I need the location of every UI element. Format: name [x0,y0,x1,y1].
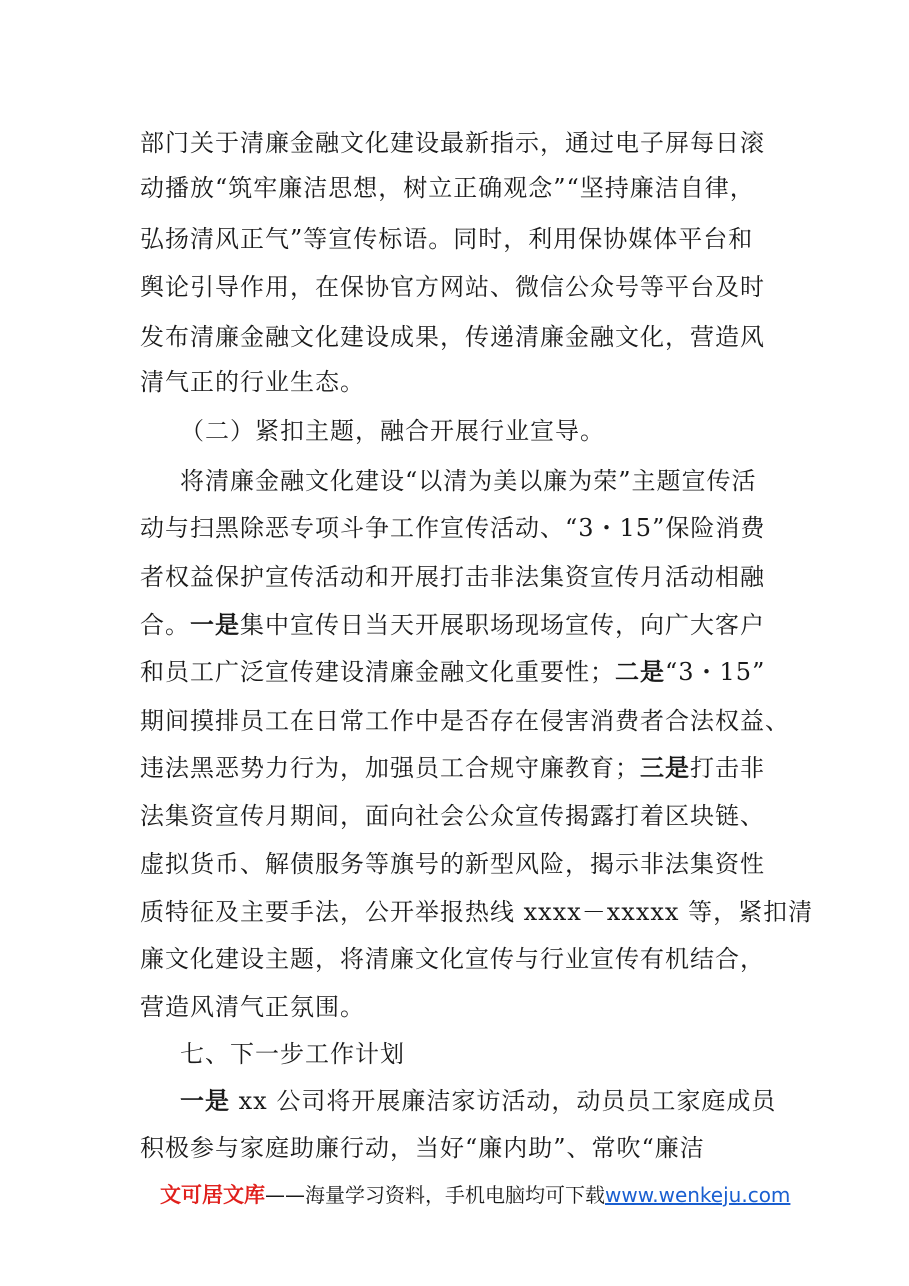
line-text: xx 公司将开展廉洁家访活动，动员员工家庭成员 [230,1087,777,1115]
footer-banner [160,1180,790,1210]
body-line: 质特征及主要手法，公开举报热线 xxxx－xxxxx 等，紧扣清 [140,898,814,926]
line-text: “3・15” [665,658,766,686]
line-text: 集中宣传日当天开展职场现场宣传，向广大客户 [240,611,765,639]
body-line [140,753,765,783]
brand-name: 文可居文库 [160,1183,265,1207]
body-line: 积极参与家庭助廉行动，当好“廉内助”、常吹“廉洁 [140,1134,705,1162]
body-line [140,610,765,640]
body-line: 虚拟货币、解债服务等旗号的新型风险，揭示非法集资性 [140,850,765,878]
website-link[interactable]: www.wenkeju.com [605,1183,791,1207]
line-text: 合。 [140,611,190,639]
body-line: 发布清廉金融文化建设成果，传递清廉金融文化，营造风 [140,323,765,351]
body-line [180,1086,776,1116]
body-line: 动播放“筑牢廉洁思想，树立正确观念”“坚持廉洁自律， [140,174,755,202]
section-heading: （二）紧扣主题，融合开展行业宣导。 [180,417,605,445]
body-line [140,657,765,687]
body-line: 清气正的行业生态。 [140,368,365,396]
emphasis-text: 三是 [640,753,690,782]
body-line: 部门关于清廉金融文化建设最新指示，通过电子屏每日滚 [140,129,765,157]
emphasis-text: 一是 [190,610,240,639]
body-line: 舆论引导作用，在保协官方网站、微信公众号等平台及时 [140,273,765,301]
footer-tagline: ——海量学习资料，手机电脑均可下载 [265,1183,605,1207]
line-text: 违法黑恶势力行为，加强员工合规守廉教育； [140,754,640,782]
body-line: 期间摸排员工在日常工作中是否存在侵害消费者合法权益、 [140,707,790,735]
emphasis-text: 一是 [180,1086,230,1115]
body-line: 弘扬清风正气”等宣传标语。同时，利用保协媒体平台和 [140,225,754,253]
body-line: 者权益保护宣传活动和开展打击非法集资宣传月活动相融 [140,563,765,591]
body-line: 将清廉金融文化建设“以清为美以廉为荣”主题宣传活 [180,467,757,495]
body-line: 法集资宣传月期间，面向社会公众宣传揭露打着区块链、 [140,802,765,830]
line-text: 打击非 [690,754,765,782]
body-line: 廉文化建设主题，将清廉文化宣传与行业宣传有机结合， [140,945,765,973]
body-line: 营造风清气正氛围。 [140,993,365,1021]
emphasis-text: 二是 [615,657,665,686]
section-heading: 七、下一步工作计划 [180,1040,405,1068]
body-line: 动与扫黑除恶专项斗争工作宣传活动、“3・15”保险消费 [140,514,766,542]
line-text: 和员工广泛宣传建设清廉金融文化重要性； [140,658,615,686]
